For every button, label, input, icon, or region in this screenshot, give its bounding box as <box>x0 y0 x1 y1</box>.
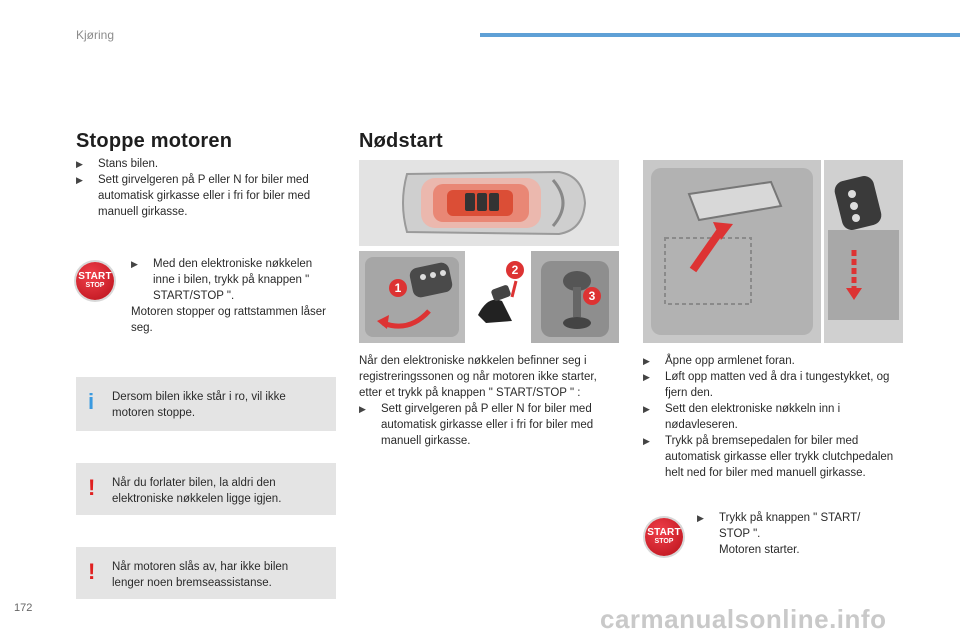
arrow-bullet-icon: ▶ <box>643 404 650 414</box>
arrow-bullet-icon: ▶ <box>359 404 366 414</box>
header-accent-bar <box>480 33 960 37</box>
start-stop-button-image: START STOP <box>76 262 114 300</box>
warning-note: ! Når motoren slås av, har ikke bilen lenger noen bremseassistanse. <box>76 547 336 599</box>
callout-2: 2 <box>506 261 524 279</box>
stop-result-text: Motoren stopper og rattstammen låser seg. <box>131 306 326 334</box>
key-removal-image <box>359 251 465 343</box>
page-number: 172 <box>14 602 33 614</box>
emergency-steps <box>643 353 898 481</box>
arrow-bullet-icon: ▶ <box>697 513 704 523</box>
stop-engine-title: Stoppe motoren <box>76 130 233 152</box>
list-item: ▶ Sett girvelgeren på P eller N for biler med automatisk girkasse eller i fri for biler med manuell girkasse. <box>359 403 594 447</box>
emergency-start-instruction <box>697 510 887 558</box>
stop-bullet-list <box>76 156 338 220</box>
list-item: ▶ Stans bilen. <box>76 158 159 170</box>
armrest-image <box>643 160 821 343</box>
list-item: ▶ Åpne opp armlenet foran. <box>643 355 795 367</box>
warning-icon: ! <box>88 559 96 584</box>
start-result-text: Motoren starter. <box>719 544 800 556</box>
start-stop-button-image: START STOP <box>645 518 683 556</box>
arrow-bullet-icon: ▶ <box>643 436 650 446</box>
emergency-intro: Når den elektroniske nøkkelen befinner seg i registreringssonen og når motoren ikke starter, etter et trykk på knappen " START/STOP " : ▶ Sett girvelgeren på P eller N for biler med automatisk girkasse eller i fri for biler med manuell girkasse. <box>359 353 619 449</box>
callout-3: 3 <box>583 287 601 305</box>
warning-note: ! Når du forlater bilen, la aldri den elektroniske nøkkelen ligge igjen. <box>76 463 336 515</box>
arrow-bullet-icon: ▶ <box>643 356 650 366</box>
brake-pedal-image <box>472 251 526 343</box>
list-item: ▶ Sett den elektroniske nøkkeln inn i nødavleseren. <box>643 403 841 431</box>
emergency-reader-image <box>824 160 903 343</box>
car-detection-zone-image <box>359 160 619 246</box>
info-note: i Dersom bilen ikke står i ro, vil ikke motoren stoppe. <box>76 377 336 431</box>
list-item: ▶ Trykk på bremsepedalen for biler med automatisk girkasse eller trykk clutchpedalen helt ned for biler med manuell girkasse. <box>643 435 894 479</box>
emergency-start-title: Nødstart <box>359 130 443 152</box>
watermark: carmanualsonline.info <box>600 604 887 634</box>
info-icon: i <box>88 389 95 414</box>
callout-1: 1 <box>389 279 407 297</box>
arrow-bullet-icon: ▶ <box>76 175 83 185</box>
list-item: ▶ Sett girvelgeren på P eller N for biler med automatisk girkasse eller i fri for biler med manuell girkasse. <box>76 174 311 218</box>
arrow-bullet-icon: ▶ <box>76 159 83 169</box>
section-title: Kjøring <box>76 28 115 42</box>
list-item: ▶ Trykk på knappen " START/ STOP ". <box>697 512 861 540</box>
arrow-bullet-icon: ▶ <box>131 259 138 269</box>
list-item: ▶ Løft opp matten ved å dra i tungestykket, og fjern den. <box>643 371 890 399</box>
arrow-bullet-icon: ▶ <box>643 372 650 382</box>
warning-icon: ! <box>88 475 96 500</box>
gear-selector-image <box>531 251 619 343</box>
stop-start-instruction <box>131 256 331 336</box>
list-item: ▶ Med den elektroniske nøkkelen inne i bilen, trykk på knappen " START/STOP ". <box>131 258 313 302</box>
